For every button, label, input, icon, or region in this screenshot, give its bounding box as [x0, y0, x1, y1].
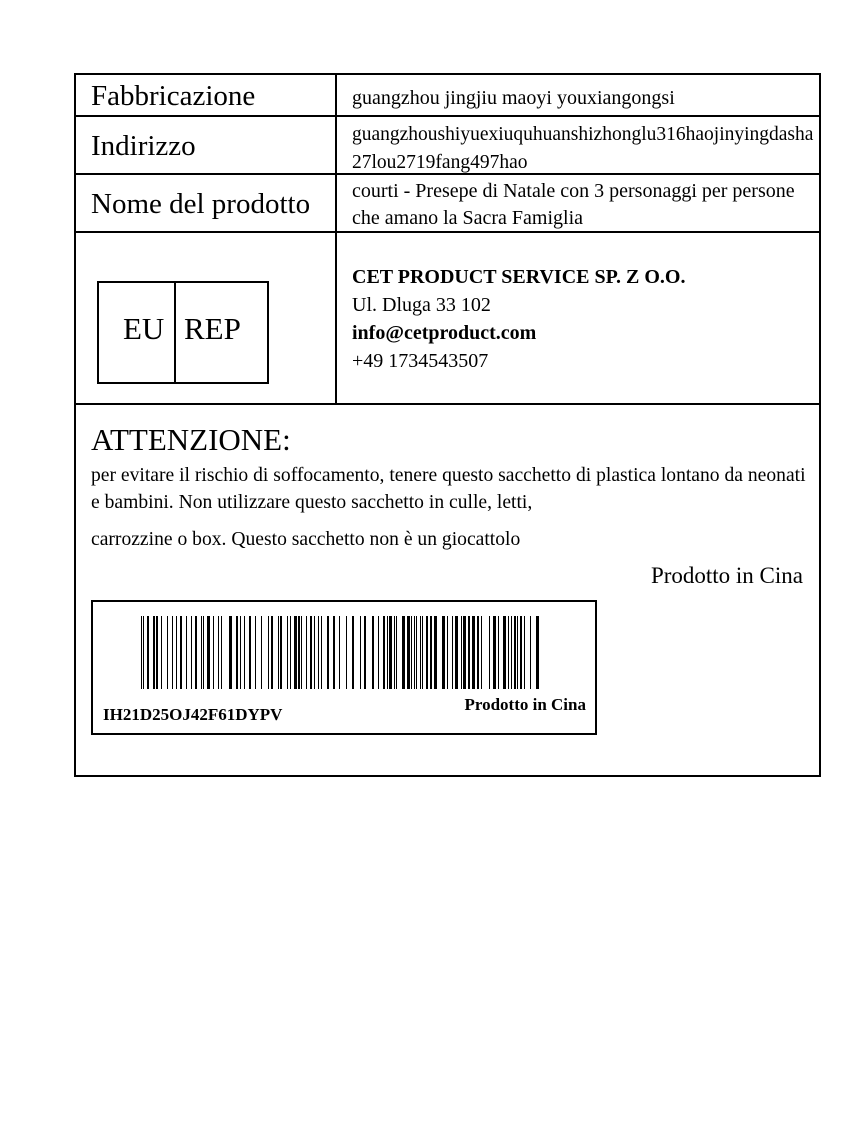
barcode-bar [221, 616, 222, 689]
barcode-bar [422, 616, 423, 689]
barcode-bar [244, 616, 245, 689]
barcode-bar [372, 616, 374, 689]
barcode-bar [229, 616, 232, 689]
row-manufacturer [76, 75, 819, 117]
product-name-value: courti - Presepe di Natale con 3 personaggi per persone che amano la Sacra Famiglia [352, 180, 795, 229]
barcode-bar [346, 616, 347, 689]
barcode-bar [472, 616, 475, 689]
barcode-bar [463, 616, 466, 689]
barcode-bar [477, 616, 479, 689]
origin-text: Prodotto in Cina [650, 563, 803, 588]
barcode-bar [294, 616, 297, 689]
barcode-bar [143, 616, 144, 689]
barcode-bar [310, 616, 312, 689]
barcode-bar [271, 616, 273, 689]
barcode-bar [503, 616, 506, 689]
barcode-bar [420, 616, 421, 689]
barcode-code: IH21D25OJ42F61DYPV [103, 705, 283, 724]
barcode-bar [364, 616, 366, 689]
barcode-bar [218, 616, 219, 689]
barcode-bar [455, 616, 458, 689]
barcode-bar [517, 616, 518, 689]
barcode-bar [489, 616, 490, 689]
barcode-bar [287, 616, 288, 689]
barcode-panel [91, 600, 597, 735]
address-label: Indirizzo [91, 130, 196, 162]
row-product-name [76, 175, 819, 233]
barcode-bar [387, 616, 388, 689]
barcode-bar [468, 616, 470, 689]
barcode-bar [318, 616, 319, 689]
rep-email: info@cetproduct.com [352, 322, 537, 344]
barcode-bar [378, 616, 379, 689]
manufacturer-value: guangzhou jingjiu maoyi youxiangongsi [352, 87, 675, 109]
barcode-bar [167, 616, 168, 689]
barcode-bar [536, 616, 539, 689]
eu-rep-symbol [97, 281, 269, 384]
row-address [76, 117, 819, 175]
barcode-bar [249, 616, 251, 689]
barcode-bar [493, 616, 496, 689]
eu-rep-symbol-divider [174, 283, 176, 382]
rep-phone: +49 1734543507 [352, 350, 489, 372]
manufacturer-label: Fabbricazione [91, 80, 256, 112]
column-divider [335, 75, 337, 405]
barcode-bar [172, 616, 173, 689]
barcode-bar [268, 616, 269, 689]
barcode-bar [176, 616, 177, 689]
barcode-bar [394, 616, 395, 689]
barcode-bar [414, 616, 415, 689]
barcode-bar [426, 616, 428, 689]
barcode-bar [180, 616, 182, 689]
eu-rep-symbol-rep: REP [184, 311, 241, 346]
barcode-bar [255, 616, 256, 689]
barcode-bar [430, 616, 432, 689]
barcode-bar [333, 616, 335, 689]
barcode-bar [524, 616, 525, 689]
barcode-bar [352, 616, 354, 689]
barcode-bar [514, 616, 516, 689]
barcode-bar [434, 616, 437, 689]
barcode-bar [141, 616, 142, 689]
barcode-bar [156, 616, 158, 689]
barcode-bar [402, 616, 405, 689]
product-name-label: Nome del prodotto [91, 188, 311, 220]
barcode-bar [508, 616, 509, 689]
barcode-bar [278, 616, 279, 689]
barcode-bar [389, 616, 392, 689]
barcode-bar [314, 616, 315, 689]
barcode-bar [383, 616, 385, 689]
barcode-origin: Prodotto in Cina [464, 695, 586, 714]
barcode-bar [261, 616, 262, 689]
barcode-bar [290, 616, 291, 689]
barcode-bar [411, 616, 412, 689]
barcode-bar [461, 616, 462, 689]
product-label [74, 73, 821, 777]
barcode-bar [452, 616, 453, 689]
barcode-bar [321, 616, 322, 689]
eu-rep-symbol-eu: EU [123, 311, 165, 346]
barcode-bar [447, 616, 448, 689]
barcode-bar [530, 616, 531, 689]
barcode-bar [201, 616, 202, 689]
barcode-bar [416, 616, 417, 689]
barcode-bar [511, 616, 512, 689]
barcode-bar [520, 616, 522, 689]
barcode-bar [280, 616, 282, 689]
barcode-bar [161, 616, 162, 689]
barcode-bar [442, 616, 445, 689]
barcode-bar [306, 616, 307, 689]
barcode-bar [147, 616, 149, 689]
barcode-bar [407, 616, 410, 689]
eu-rep-info [352, 263, 685, 375]
barcode-bar [203, 616, 204, 689]
barcode [141, 616, 547, 689]
barcode-bar [360, 616, 361, 689]
address-value: guangzhoushiyuexiuquhuanshizhonglu316haojinyingdasha27lou2719fang497hao [352, 124, 814, 173]
warning-text: per evitare il rischio di soffocamento, tenere questo sacchetto di plastica lontano da neonati e bambini. Non utilizzare questo sacchetto in culle, letti, [91, 465, 806, 513]
rep-street: Ul. Dluga 33 102 [352, 294, 491, 316]
warning-title: ATTENZIONE: [91, 422, 291, 457]
row-eu-rep [76, 233, 819, 405]
warning-text-line3: carrozzine o box. Questo sacchetto non è un giocattolo [91, 529, 521, 550]
barcode-bar [327, 616, 329, 689]
barcode-bar [298, 616, 300, 689]
barcode-bar [191, 616, 192, 689]
barcode-bar [153, 616, 155, 689]
barcode-bar [301, 616, 302, 689]
rep-company: CET PRODUCT SERVICE SP. Z O.O. [352, 266, 686, 288]
barcode-bar [498, 616, 499, 689]
barcode-bar [195, 616, 197, 689]
barcode-bar [396, 616, 397, 689]
barcode-bar [207, 616, 210, 689]
barcode-bar [213, 616, 214, 689]
barcode-bar [481, 616, 482, 689]
barcode-bar [339, 616, 340, 689]
barcode-bar [236, 616, 238, 689]
barcode-bar [240, 616, 241, 689]
barcode-bar [186, 616, 187, 689]
